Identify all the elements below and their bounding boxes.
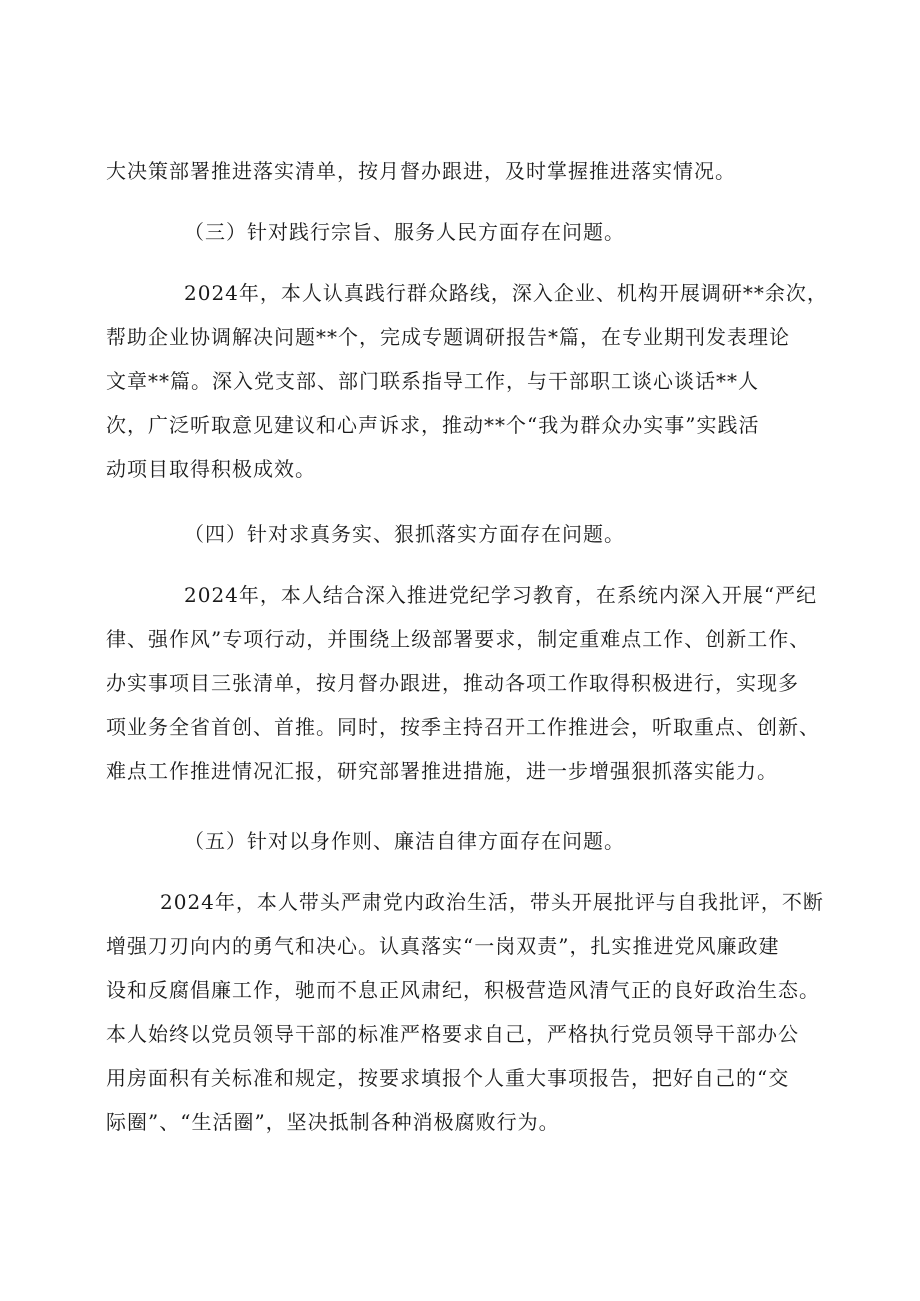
paragraph-line: 动项目取得积极成效。 <box>106 457 316 481</box>
section-heading-four: （四）针对求真务实、狠抓落实方面存在问题。 <box>184 522 625 546</box>
section-heading-three: （三）针对践行宗旨、服务人民方面存在问题。 <box>184 220 625 244</box>
paragraph-line: 文章**篇。深入党支部、部门联系指导工作，与干部职工谈心谈话**人 <box>106 369 759 393</box>
paragraph-line: 律、强作风”专项行动，并围绕上级部署要求，制定重难点工作、创新工作、 <box>106 627 811 651</box>
paragraph-line: 用房面积有关标准和规定，按要求填报个人重大事项报告，把好自己的“交 <box>106 1066 790 1090</box>
paragraph-line: 办实事项目三张清单，按月督办跟进，推动各项工作取得积极进行，实现多 <box>106 671 799 695</box>
paragraph-line: 帮助企业协调解决问题**个，完成专题调研报告*篇，在专业期刊发表理论 <box>106 325 790 349</box>
paragraph-line: 2024年，本人认真践行群众路线，深入企业、机构开展调研**余次， <box>184 281 828 305</box>
paragraph-line: 本人始终以党员领导干部的标准严格要求自己，严格执行党员领导干部办公 <box>106 1022 799 1046</box>
paragraph-line: 难点工作推进情况汇报，研究部署推进措施，进一步增强狠抓落实能力。 <box>106 759 778 783</box>
paragraph-line: 2024年，本人结合深入推进党纪学习教育，在系统内深入开展“严纪 <box>184 583 818 607</box>
paragraph-line: 大决策部署推进落实清单，按月督办跟进，及时掌握推进落实情况。 <box>106 159 736 183</box>
paragraph-line: 次，广泛听取意见建议和心声诉求，推动**个“我为群众办实事”实践活 <box>106 413 760 437</box>
paragraph-line: 增强刀刃向内的勇气和决心。认真落实“一岗双责”，扎实推进党风廉政建 <box>106 934 780 958</box>
paragraph-line: 际圈”、“生活圈”，坚决抵制各种消极腐败行为。 <box>106 1110 560 1134</box>
paragraph-line: 设和反腐倡廉工作，驰而不息正风肃纪，积极营造风清气正的良好政治生态。 <box>106 978 820 1002</box>
paragraph-line: 2024年，本人带头严肃党内政治生活，带头开展批评与自我批评，不断 <box>160 890 824 914</box>
paragraph-line: 项业务全省首创、首推。同时，按季主持召开工作推进会，听取重点、创新、 <box>106 715 820 739</box>
section-heading-five: （五）针对以身作则、廉洁自律方面存在问题。 <box>184 829 625 853</box>
